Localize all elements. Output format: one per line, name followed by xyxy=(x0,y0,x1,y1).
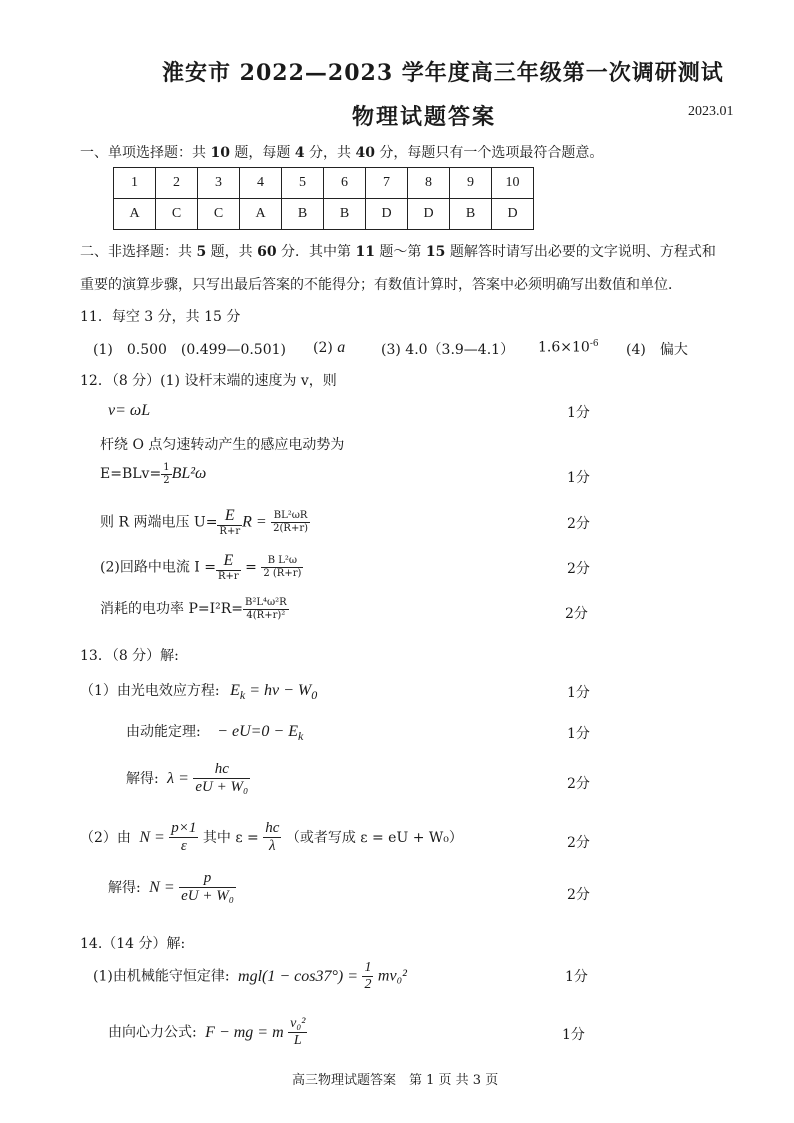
q12-eq2: E=BLv= $\frac{1}{2}$ BL²ω xyxy=(100,462,207,486)
section1-heading: 一、单项选择题：共 10 题，每题 4 分，共 40 分，每题只有一个选项最符合题意。 xyxy=(80,145,604,161)
q13-score-4: 2分 xyxy=(567,835,590,851)
table-cell: 8 xyxy=(408,168,450,199)
q13-line5: 解得: N = $\frac{p}{\text{eU + W₀}}$ xyxy=(108,870,234,905)
page-footer: 高三物理试题答案 第 1 页 共 3 页 xyxy=(292,1073,499,1088)
table-cell: 2 xyxy=(156,168,198,199)
q11-answer-2: (2) a xyxy=(313,339,346,356)
q12-score-4: 2分 xyxy=(567,561,590,577)
section2-heading: 二、非选择题：共 5 题，共 60 分．其中第 11 题～第 15 题解答时请写出必要的文字说明、方程式和 xyxy=(80,244,716,260)
table-cell: 4 xyxy=(240,168,282,199)
answer-table-numbers-row xyxy=(114,168,534,199)
q12-text-2: 杆绕 O 点匀速转动产生的感应电动势为 xyxy=(100,437,345,453)
q14-score-1: 1分 xyxy=(565,969,588,985)
q12-score-3: 2分 xyxy=(567,516,590,532)
q12-score-2: 1分 xyxy=(567,470,590,486)
q11-answer-5: (4) 偏大 xyxy=(626,342,688,358)
q14-heading: 14.（14 分）解: xyxy=(80,936,186,952)
table-cell: A xyxy=(114,199,156,230)
q13-score-3: 2分 xyxy=(567,776,590,792)
table-cell: B xyxy=(282,199,324,230)
q12-eq1: v= ωL xyxy=(108,402,151,419)
answer-table-answers-row xyxy=(114,199,534,230)
q13-score-5: 2分 xyxy=(567,887,590,903)
answer-table xyxy=(113,167,534,230)
table-cell: C xyxy=(156,199,198,230)
table-cell: 1 xyxy=(114,168,156,199)
q13-line4: （2）由 N = $\frac{p\times 1}{\varepsilon}$ 其中 ε = $\frac{hc}{\lambda}$ （或者写成 ε = eU + W₀） xyxy=(80,820,463,855)
q11-heading: 11．每空 3 分，共 15 分 xyxy=(80,309,241,325)
table-cell: D xyxy=(492,199,534,230)
q12-heading: 12．（8 分）(1) 设杆末端的速度为 v，则 xyxy=(80,373,337,389)
table-cell: D xyxy=(366,199,408,230)
q13-score-2: 1分 xyxy=(567,726,590,742)
q14-score-2: 1分 xyxy=(562,1027,585,1043)
table-cell: 7 xyxy=(366,168,408,199)
table-cell: 3 xyxy=(198,168,240,199)
table-cell: D xyxy=(408,199,450,230)
page-title: 淮安市 2022—2023 学年度高三年级第一次调研测试 xyxy=(162,60,724,86)
table-cell: B xyxy=(450,199,492,230)
table-cell: C xyxy=(198,199,240,230)
table-cell: 5 xyxy=(282,168,324,199)
table-cell: 6 xyxy=(324,168,366,199)
q13-heading: 13．（8 分）解: xyxy=(80,648,179,664)
section2-instructions: 重要的演算步骤，只写出最后答案的不能得分；有数值计算时，答案中必须明确写出数值和单位． xyxy=(80,277,682,293)
document-date: 2023.01 xyxy=(688,104,734,119)
table-cell: A xyxy=(240,199,282,230)
page-subtitle: 物理试题答案 xyxy=(352,104,497,130)
q13-score-1: 1分 xyxy=(567,685,590,701)
q14-line2: 由向心力公式: F − mg = m $\frac{\text{v₀²}}{L}$ xyxy=(108,1016,306,1049)
q12-eq3: 则 R 两端电压 U= $\frac{E}{R+r}$ R = $\frac{\text{BL²ωR}}{2(R+r)}$ xyxy=(100,507,309,538)
q12-eq4: (2)回路中电流 I = $\frac{E}{R+r}$ = $\frac{\text{B L²ω}}{2 (R+r)}$ xyxy=(100,552,302,583)
q14-line1: (1)由机械能守恒定律: mgl(1 − cos37°) = $\frac{1}{2}$ mv₀² xyxy=(93,960,407,993)
q13-line2: 由动能定理: − $eU=0 - E_k$ xyxy=(126,723,304,744)
q12-score-1: 1分 xyxy=(567,405,590,421)
q11-answer-1: (1) 0.500 (0.499—0.501) xyxy=(93,342,286,358)
q13-line3: 解得: λ = $\frac{hc}{\text{eU + W₀}}$ xyxy=(126,761,249,796)
q11-answer-4: $1.6\times 10^{-6}$ xyxy=(538,339,599,356)
table-cell: 10 xyxy=(492,168,534,199)
q12-eq5: 消耗的电功率 P=I²R= $\frac{\text{B²L⁴ω²R}}{\text{4(R+r)²}}$ xyxy=(100,597,287,621)
table-cell: B xyxy=(324,199,366,230)
q11-answer-3: (3) 4.0（3.9—4.1） xyxy=(381,342,515,358)
q13-line1: （1）由光电效应方程: $E_k = h\nu - W_0$ xyxy=(80,682,318,703)
table-cell: 9 xyxy=(450,168,492,199)
q12-score-5: 2分 xyxy=(565,606,588,622)
